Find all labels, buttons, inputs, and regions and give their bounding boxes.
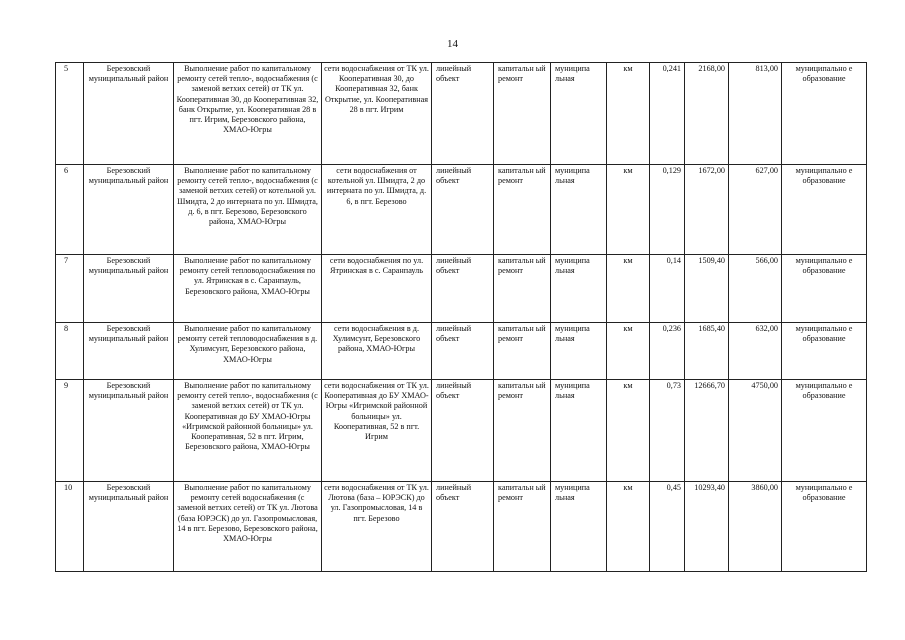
ownership-cell: муниципа льная	[551, 63, 607, 165]
cost-cell: 10293,40	[685, 482, 729, 572]
value-cell: 632,00	[729, 323, 782, 380]
length-cell: 0,236	[650, 323, 685, 380]
length-cell: 0,14	[650, 255, 685, 323]
repair-type-cell: капитальн ый ремонт	[494, 380, 551, 482]
ownership-cell: муниципа льная	[551, 482, 607, 572]
work-description-cell: Выполнение работ по капитальному ремонту сетей тепло-, водоснабжения (с заменой ветхих сетей) от котельной ул. Шмидта, 2 до интерната по ул. Шмидта, д. 6, в пгт. Березово, Березовского района, ХМАО-Югры	[174, 165, 322, 255]
value-cell: 3860,00	[729, 482, 782, 572]
object-type-cell: линейный объект	[432, 323, 494, 380]
owner-cell: муниципально е образование	[782, 482, 867, 572]
work-description-cell: Выполнение работ по капитальному ремонту сетей водоснабжения (с заменой ветхих сетей) от ТК ул. Лютова (база ЮРЭСК) до ул. Газопромысловая, 14 в пгт. Березово, Березовского района, ХМАО-Югры	[174, 482, 322, 572]
owner-cell: муниципально е образование	[782, 63, 867, 165]
ownership-cell: муниципа льная	[551, 380, 607, 482]
length-cell: 0,241	[650, 63, 685, 165]
owner-cell: муниципально е образование	[782, 380, 867, 482]
object-type-cell: линейный объект	[432, 63, 494, 165]
object-cell: сети водоснабжения от котельной ул. Шмидта, 2 до интерната по ул. Шмидта, д. 6, в пгт. Березово	[322, 165, 432, 255]
work-description-cell: Выполнение работ по капитальному ремонту сетей тепло-, водоснабжения (с заменой ветхих сетей) от ТК ул. Кооперативная до БУ ХМАО-Югры «Игримской районной больницы» ул. Кооперативная, 52 в пгт. Игрим, Березовского района, ХМАО-Югры	[174, 380, 322, 482]
unit-cell: км	[607, 482, 650, 572]
row-number: 5	[56, 63, 84, 165]
row-number: 6	[56, 165, 84, 255]
object-cell: сети водоснабжения от ТК ул. Лютова (база – ЮРЭСК) до ул. Газопромысловая, 14 в пгт. Березово	[322, 482, 432, 572]
row-number: 10	[56, 482, 84, 572]
row-number: 8	[56, 323, 84, 380]
value-cell: 566,00	[729, 255, 782, 323]
work-description-cell: Выполнение работ по капитальному ремонту сетей тепло-, водоснабжения (с заменой ветхих сетей) от ТК ул. Кооперативная 30, до Кооперативная 32, банк Открытие, ул. Кооперативная 28 в пгт. Игрим, Березовского района, ХМАО-Югры	[174, 63, 322, 165]
ownership-cell: муниципа льная	[551, 255, 607, 323]
unit-cell: км	[607, 63, 650, 165]
row-number: 9	[56, 380, 84, 482]
length-cell: 0,129	[650, 165, 685, 255]
table-row	[56, 63, 867, 165]
length-cell: 0,73	[650, 380, 685, 482]
ownership-cell: муниципа льная	[551, 165, 607, 255]
ownership-cell: муниципа льная	[551, 323, 607, 380]
table-row	[56, 323, 867, 380]
cost-cell: 1509,40	[685, 255, 729, 323]
unit-cell: км	[607, 165, 650, 255]
district-cell: Березовский муниципальный район	[84, 63, 174, 165]
unit-cell: км	[607, 255, 650, 323]
table-row	[56, 482, 867, 572]
repair-type-cell: капитальн ый ремонт	[494, 255, 551, 323]
value-cell: 627,00	[729, 165, 782, 255]
cost-cell: 1685,40	[685, 323, 729, 380]
owner-cell: муниципально е образование	[782, 323, 867, 380]
object-cell: сети водоснабжения по ул. Ятринская в с. Саранпауль	[322, 255, 432, 323]
district-cell: Березовский муниципальный район	[84, 323, 174, 380]
work-description-cell: Выполнение работ по капитальному ремонту сетей тепловодоснабжения в д. Хулимсунт, Березовского района, ХМАО-Югры	[174, 323, 322, 380]
length-cell: 0,45	[650, 482, 685, 572]
owner-cell: муниципально е образование	[782, 165, 867, 255]
object-cell: сети водоснабжения от ТК ул. Кооперативная 30, до Кооперативная 32, банк Открытие, ул. Кооперативная 28 в пгт. Игрим	[322, 63, 432, 165]
object-cell: сети водоснабжения от ТК ул. Кооперативная до БУ ХМАО-Югры «Игримской районной больницы» ул. Кооперативная, 52 в пгт. Игрим	[322, 380, 432, 482]
table-row	[56, 165, 867, 255]
object-type-cell: линейный объект	[432, 380, 494, 482]
table-row	[56, 380, 867, 482]
object-type-cell: линейный объект	[432, 255, 494, 323]
cost-cell: 12666,70	[685, 380, 729, 482]
unit-cell: км	[607, 323, 650, 380]
owner-cell: муниципально е образование	[782, 255, 867, 323]
district-cell: Березовский муниципальный район	[84, 165, 174, 255]
object-type-cell: линейный объект	[432, 165, 494, 255]
value-cell: 4750,00	[729, 380, 782, 482]
value-cell: 813,00	[729, 63, 782, 165]
district-cell: Березовский муниципальный район	[84, 482, 174, 572]
unit-cell: км	[607, 380, 650, 482]
row-number: 7	[56, 255, 84, 323]
cost-cell: 1672,00	[685, 165, 729, 255]
repair-type-cell: капитальн ый ремонт	[494, 323, 551, 380]
repair-type-cell: капитальн ый ремонт	[494, 63, 551, 165]
work-description-cell: Выполнение работ по капитальному ремонту сетей тепловодоснабжения по ул. Ятринская в с. Саранпауль, Березовского района, ХМАО-Югры	[174, 255, 322, 323]
object-type-cell: линейный объект	[432, 482, 494, 572]
page-number: 14	[447, 38, 458, 50]
repair-type-cell: капитальн ый ремонт	[494, 482, 551, 572]
table-row	[56, 255, 867, 323]
object-cell: сети водоснабжения в д. Хулимсунт, Березовского района, ХМАО-Югры	[322, 323, 432, 380]
repair-type-cell: капитальн ый ремонт	[494, 165, 551, 255]
district-cell: Березовский муниципальный район	[84, 255, 174, 323]
cost-cell: 2168,00	[685, 63, 729, 165]
district-cell: Березовский муниципальный район	[84, 380, 174, 482]
objects-table	[55, 62, 867, 572]
